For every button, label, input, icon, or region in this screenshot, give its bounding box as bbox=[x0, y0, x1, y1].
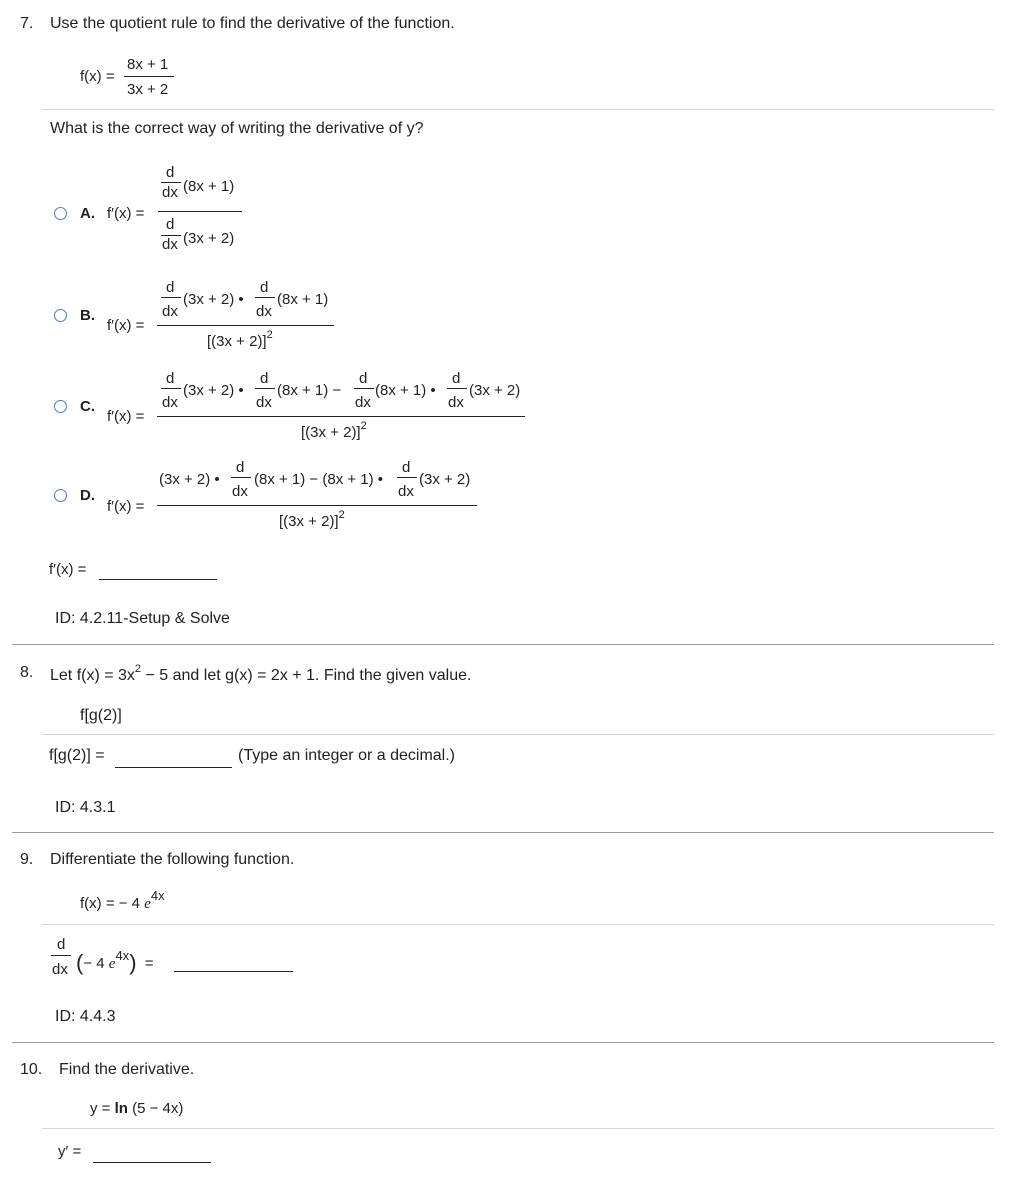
q9-derivative-expression: (− 4 e4x) = bbox=[76, 948, 154, 975]
q7-prompt: Use the quotient rule to find the derivative of the function. bbox=[50, 15, 455, 32]
d-dx-bar bbox=[161, 297, 181, 298]
option-b-lhs: f′(x) = bbox=[107, 317, 145, 334]
term-8x1-dot: (8x + 1) • bbox=[375, 382, 436, 399]
term-3x2: (3x + 2) bbox=[469, 382, 521, 399]
dx-label: dx bbox=[256, 303, 272, 320]
q10-function: y = ln (5 − 4x) bbox=[90, 1100, 184, 1117]
option-b-letter: B. bbox=[80, 307, 95, 324]
question-separator bbox=[12, 644, 994, 645]
d-label: d bbox=[166, 279, 175, 296]
q9-number: 9. bbox=[20, 851, 34, 868]
d-dx-bar bbox=[397, 477, 417, 478]
d-label: d bbox=[236, 459, 245, 476]
q9-prompt: Differentiate the following function. bbox=[50, 851, 295, 868]
d-label: d bbox=[57, 936, 66, 953]
option-c-letter: C. bbox=[80, 398, 95, 415]
q8-prompt: Let $f(x) = 3x^2 - 5$ and let g(x) = 2x + 1. Find the given value. bbox=[50, 663, 472, 684]
term-8x1: (8x + 1) bbox=[277, 291, 329, 308]
divider bbox=[42, 734, 994, 735]
term-3x2-dot: (3x + 2) • bbox=[183, 291, 244, 308]
dx-label: dx bbox=[398, 483, 414, 500]
dx-label: dx bbox=[256, 394, 272, 411]
dx-label: dx bbox=[448, 394, 464, 411]
d-label: d bbox=[260, 370, 269, 387]
q7-numerator: 8x + 1 bbox=[127, 56, 169, 73]
dx-label: dx bbox=[52, 961, 68, 978]
option-a-letter: A. bbox=[80, 205, 95, 222]
term-8x1-minus: (8x + 1) − bbox=[277, 382, 342, 399]
question-separator bbox=[12, 832, 994, 833]
q8-id: ID: 4.3.1 bbox=[55, 799, 116, 816]
q8-expression: f[g(2)] bbox=[80, 707, 122, 724]
q10-answer-label: y′ = bbox=[58, 1143, 82, 1160]
q10-answer-blank[interactable] bbox=[93, 1162, 211, 1163]
d-dx-bar bbox=[255, 388, 275, 389]
q8-answer-blank[interactable] bbox=[115, 767, 232, 768]
term-3x2-dot: (3x + 2) • bbox=[183, 382, 244, 399]
divider bbox=[42, 1128, 994, 1129]
d-dx-bar bbox=[447, 388, 467, 389]
d-label: d bbox=[452, 370, 461, 387]
term-3x2: (3x + 2) bbox=[183, 230, 235, 247]
d-label: d bbox=[166, 370, 175, 387]
d-dx-bar bbox=[161, 182, 181, 183]
denominator-squared: $[(3x + 2)]^2$ bbox=[207, 329, 273, 350]
term-3x2-dot: (3x + 2) • bbox=[159, 471, 220, 488]
option-a-fraction-bar bbox=[158, 211, 242, 212]
option-b-fraction-bar bbox=[157, 325, 334, 326]
term-3x2: (3x + 2) bbox=[419, 471, 471, 488]
q7-denominator: 3x + 2 bbox=[127, 81, 169, 98]
dx-label: dx bbox=[162, 394, 178, 411]
q7-id: ID: 4.2.11-Setup & Solve bbox=[55, 610, 230, 627]
d-dx-bar bbox=[255, 297, 275, 298]
q8-hint: (Type an integer or a decimal.) bbox=[238, 747, 455, 764]
option-b-radio[interactable] bbox=[54, 309, 67, 322]
d-label: d bbox=[166, 164, 175, 181]
q9-id: ID: 4.4.3 bbox=[55, 1008, 116, 1025]
q10-prompt: Find the derivative. bbox=[59, 1061, 195, 1078]
divider bbox=[42, 109, 994, 110]
d-dx-bar bbox=[161, 388, 181, 389]
dx-label: dx bbox=[355, 394, 371, 411]
dx-label: dx bbox=[232, 483, 248, 500]
option-a-lhs: f′(x) = bbox=[107, 205, 145, 222]
dx-label: dx bbox=[162, 184, 178, 201]
d-label: d bbox=[402, 459, 411, 476]
question-separator bbox=[12, 1042, 994, 1043]
d-dx-bar bbox=[51, 955, 71, 956]
dx-label: dx bbox=[162, 236, 178, 253]
denominator-squared: $[(3x + 2)]^2$ bbox=[301, 420, 367, 441]
d-dx-bar bbox=[354, 388, 374, 389]
q10-number: 10. bbox=[20, 1061, 43, 1078]
q7-fx-label: f(x) = bbox=[80, 68, 115, 85]
term-mid: (8x + 1) − (8x + 1) • bbox=[254, 471, 384, 488]
q7-question: What is the correct way of writing the derivative of y? bbox=[50, 120, 424, 137]
q7-answer-blank[interactable] bbox=[99, 579, 217, 580]
d-dx-bar bbox=[231, 477, 251, 478]
q7-fraction-bar bbox=[124, 76, 174, 77]
option-a-radio[interactable] bbox=[54, 207, 67, 220]
q8-answer-label: f[g(2)] = bbox=[49, 747, 105, 764]
q8-number: 8. bbox=[20, 664, 34, 681]
option-d-fraction-bar bbox=[157, 505, 477, 506]
option-c-fraction-bar bbox=[157, 416, 525, 417]
q7-number: 7. bbox=[20, 15, 34, 32]
term-8x1: (8x + 1) bbox=[183, 178, 235, 195]
option-d-radio[interactable] bbox=[54, 489, 67, 502]
d-label: d bbox=[166, 216, 175, 233]
q7-answer-label: f′(x) = bbox=[49, 561, 87, 578]
q9-function: f(x) = − 4 e4x bbox=[80, 888, 165, 912]
option-d-letter: D. bbox=[80, 487, 95, 504]
option-d-lhs: f′(x) = bbox=[107, 498, 145, 515]
dx-label: dx bbox=[162, 303, 178, 320]
d-label: d bbox=[260, 279, 269, 296]
option-c-radio[interactable] bbox=[54, 400, 67, 413]
option-c-lhs: f′(x) = bbox=[107, 408, 145, 425]
divider bbox=[42, 924, 994, 925]
d-label: d bbox=[359, 370, 368, 387]
denominator-squared: $[(3x + 2)]^2$ bbox=[279, 509, 345, 530]
q9-answer-blank[interactable] bbox=[174, 971, 293, 972]
